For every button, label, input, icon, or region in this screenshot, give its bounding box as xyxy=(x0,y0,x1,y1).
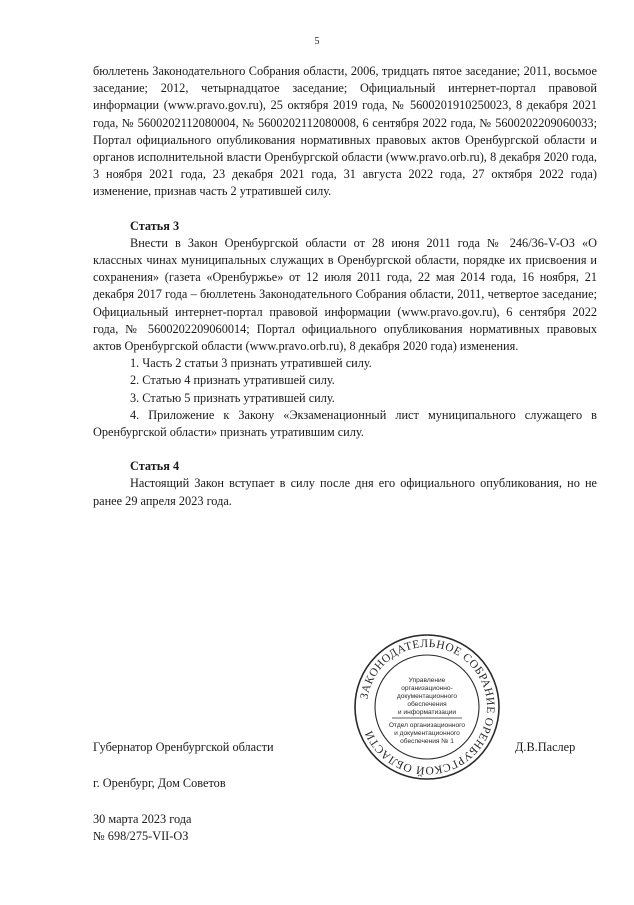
signing-place: г. Оренбург, Дом Советов xyxy=(93,776,226,790)
article-3-item-1: 1. Часть 2 статьи 3 признать утратившей силу. xyxy=(130,356,372,371)
law-number: № 698/275-VII-ОЗ xyxy=(93,829,189,843)
signing-date: 30 марта 2023 года xyxy=(93,812,192,826)
seal-line: организационно- xyxy=(401,685,453,692)
law-text xyxy=(93,63,597,510)
article-4-heading: Статья 4 xyxy=(130,459,180,474)
seal-line: обеспечения № 1 xyxy=(400,738,454,745)
article-3-text: Внести в Закон Оренбургской области от 28 июня 2011 года № 246/36-V-ОЗ «О классных чинах муниципальных служащих в Оренбургской области, порядке их присвоения и сохранения» (газета «Оренбуржье» от 12 июля 2011 года, 22 мая 2014 года, 16 ноября, 21 декабря 2017 года – бюллетень Законодательного Собрания области, 2011, четвертое заседание; Официальный интернет-портал правовой информации (www.pravo.gov.ru), 6 сентября 2022 года, № 5600202209060014; Портал официального опубликования нормативных правовых актов Оренбургской области (www.pravo.orb.ru), 8 декабря 2020 года) изменения. xyxy=(93,235,597,354)
seal-line: Отдел организационного xyxy=(388,722,466,729)
article-4-text: Настоящий Закон вступает в силу после дня его официального опубликования, но не ранее 29 апреля 2023 года. xyxy=(93,476,597,508)
page-number: 5 xyxy=(314,36,320,47)
article-3-item-3: 3. Статью 5 признать утратившей силу. xyxy=(130,390,335,405)
article-3-item-4: 4. Приложение к Закону «Экзаменационный лист муниципального служащего в Оренбургской области» признать утратившим силу. xyxy=(93,407,597,440)
seal-line: и документационного xyxy=(394,730,460,737)
seal-line: Управление xyxy=(408,677,446,684)
paragraph-continuation: бюллетень Законодательного Собрания области, 2006, тридцать пятое заседание; 2011, восьмое заседание; 2012, четырнадцатое заседание; Официальный интернет-портал правовой информации (www.pravo.gov.ru), 25 октября 2019 года, № 5600201910250023, 8 декабря 2021 года, № 5600202112080004, № 5600202112080008, 6 сентября 2022 года, № 5600202209060033; Портал официального опубликования нормативных правовых актов Оренбургской области и органов исполнительной власти Оренбургской области (www.pravo.orb.ru), 8 декабря 2020 года, 3 ноября 2021 года, 23 декабря 2021 года, 31 августа 2022 года, 27 октября 2022 года) изменение, признав часть 2 утратившей силу. xyxy=(93,64,597,199)
article-3-heading: Статья 3 xyxy=(130,218,180,233)
official-seal-icon xyxy=(352,632,502,782)
article-3-item-2: 2. Статью 4 признать утратившей силу. xyxy=(130,373,335,388)
signatory-name: Д.В.Паслер xyxy=(515,740,576,754)
seal-ring-text: ЗАКОНОДАТЕЛЬНОЕ СОБРАНИЕ ОРЕНБУРГСКОЙ ОБЛАСТИ xyxy=(358,637,497,777)
seal-line: обеспечения xyxy=(407,701,447,708)
seal-line: документационного xyxy=(396,693,458,700)
signatory-position: Губернатор Оренбургской области xyxy=(93,740,274,754)
seal-line: и информатизации xyxy=(397,709,457,716)
